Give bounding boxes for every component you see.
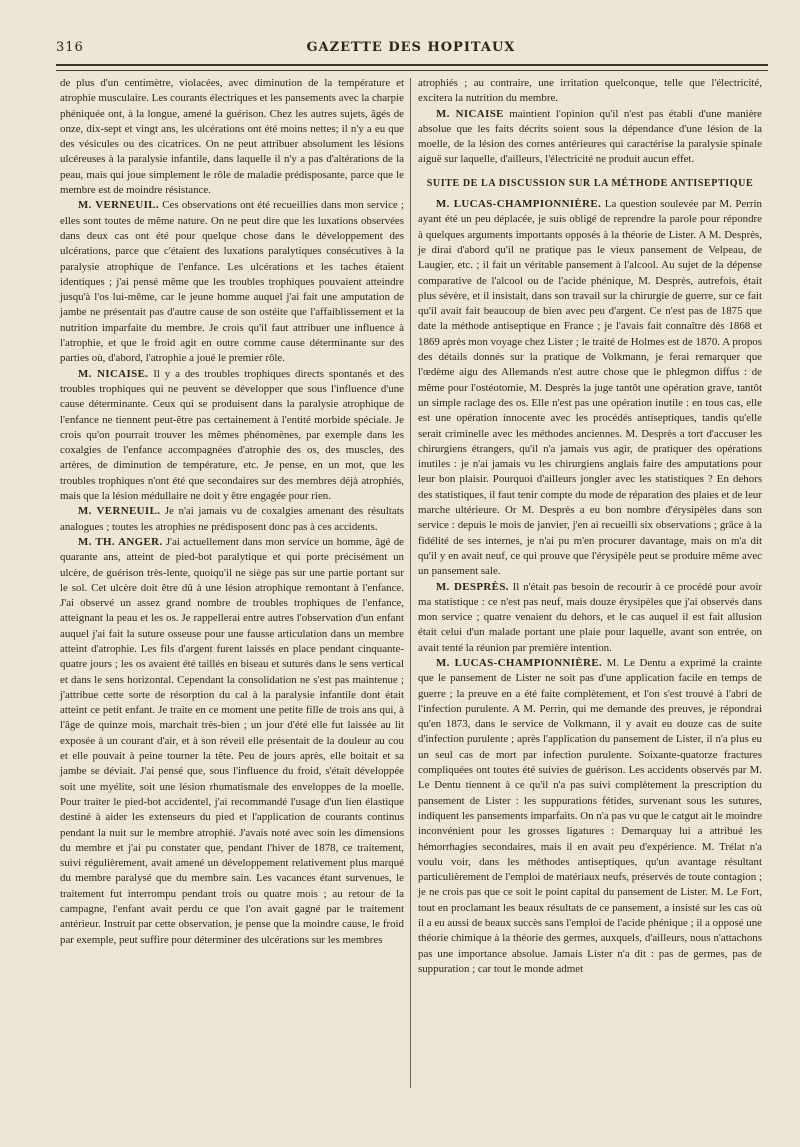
left-column bbox=[60, 76, 404, 948]
column-divider bbox=[410, 78, 411, 1088]
paragraph-text: de plus d'un centimètre, violacées, avec diminution de la température et atrophie musculaire. Les courants électriques et les pansements avec la charpie phéniquée ont, à la longue, amené la guérison. Chez les autres sujets, âgés de onze, dix-sept et vingt ans, les ulcérations ont été moins nettes; il n'y a eu que des vésicules ou des cicatrices. On ne peut attribuer absolument les lésions ulcéreuses à la paralysie infantile, dans laquelle il n'y a pas d'altérations de la peau, mais qui joue simplement le rôle de maladie prédisposante, parce que le membre est de moindre résistance. bbox=[60, 77, 404, 197]
paragraph-text: maintient l'opinion qu'il n'est pas établi d'une manière absolue que les faits décrits soient sous la dépendance d'une lésion de la moelle, de la lésion des cornes antérieures qui caractérise la paralysie spinale aiguë sur laquelle, d'ailleurs, l'électricité ne produit aucun effet. bbox=[418, 107, 762, 166]
paragraph bbox=[418, 197, 762, 579]
right-column bbox=[418, 76, 762, 977]
section-heading: SUITE DE LA DISCUSSION SUR LA MÉTHODE ANTISEPTIQUE bbox=[426, 177, 754, 189]
paragraph-text: Il n'était pas besoin de recourir à ce procédé pour avoir ma statistique : ce n'est pas neuf, mais douze érysipèles que j'ai observés dans mon service ; quatre venaient du dehors, et le cas auquel il est fait allusion était celui d'un malade portant une plaie pour laquelle, avant son entrée, on avait tenté la réunion par première intention. bbox=[418, 580, 763, 654]
right-column-top bbox=[418, 76, 762, 168]
right-column-bottom bbox=[418, 197, 762, 977]
speaker-name: M. LUCAS-CHAMPIONNIÈRE. bbox=[436, 198, 602, 211]
paragraph bbox=[418, 107, 762, 168]
paragraph bbox=[418, 76, 762, 107]
journal-title: GAZETTE DES HOPITAUX bbox=[306, 40, 516, 55]
paragraph-text: M. Le Dentu a exprimé la crainte que le pansement de Lister ne soit pas d'une application facile en temps de guerre ; la preuve en a été faite complètement, et l'on s'est trouvé à l'abri de l'infection purulente. A M. Perrin, qui me demande des preuves, je répondrai qu'en 1873, dans le service de Volkmann, il y avait eu douze cas de suite d'infection purulente ; après l'application du pansement de Lister, il n'a plus eu un seul cas de mort par infection purulente. Soixante-quatorze fractures compliquées ont toutes été suivies de guérison. Les accidents observés par M. Le Dentu tiennent à ce qu'il n'a pas suivi complètement la prescription du pansement de Lister : les suppurations fétides, survenant sous les sutures, indiquent les pansements imparfaits. On n'a pas vu que le catgut ait le moindre inconvénient pour les grosses ligatures : Demarquay lui a attribué les hémorrhagies secondaires, mais il en avait peu d'expérience. M. Trélat n'a voulu voir, dans les méthodes antiseptiques, qu'un avantage résultant particulièrement de l'emploi de matériaux neufs, préservés de toute contagion ; je ne crois pas que ce soit le point capital du pansement de Lister. M. Le Fort, tout en proclamant les beaux résultats de ce pansement, a insisté sur les cas où il a eu aussi de beaux succès sans l'emploi de l'acide phénique ; il a opposé une théorie chimique à la théorie des germes, auxquels, d'ailleurs, nous n'attachons pas une importance absolue. Jamais Lister n'a dit : pas de germes, pas de suppuration ; car tout le monde admet bbox=[418, 656, 762, 975]
speaker-name: M. TH. ANGER. bbox=[78, 535, 163, 548]
header-rule bbox=[56, 64, 768, 71]
paragraph-text: Je n'ai jamais vu de coxalgies amenant des résultats analogues ; toutes les atrophies ne prédisposent donc pas à ces accidents. bbox=[60, 505, 404, 533]
paragraph-text: J'ai actuellement dans mon service un homme, âgé de quarante ans, atteint de pied-bot paralytique et qui porte précisément un ulcère, de guérison très-lente, quoiqu'il ne siège pas sur une partie portant sur le sol. Cet ulcère doit être dû à une lésion atrophique remontant à l'enfance. J'ai observé un assez grand nombre de troubles trophiques de l'enfance, atteignant la peau et les os. Je rappellerai entre autres l'observation d'un enfant auquel j'ai fait la suture osseuse pour une fausse articulation dans un membre atteint d'atrophie. Les fils d'argent furent laissés en place pendant cinquante-quatre jours ; les os avaient été taillés en biseau et suturés dans le sens vertical et dans le sens horizontal. Cependant la consolidation ne s'est pas maintenue ; j'attribue cette sorte de résorption du cal à la paralysie infantile dont était atteint ce petit enfant. Je traite en ce moment une petite fille de trois ans qui, à l'âge de quinze mois, marchait très-bien ; un jour d'été elle fut laissée au lit exposée à un courant d'air, et à son réveil elle présentait de la douleur au cou et elle pouvait à peine tourner la tête. Peu de jours après, elle boitait et sa jambe se déviait. J'ai pensé que, sous l'influence du froid, s'était développée soit une myélite, soit une lésion rhumatismale des enveloppes de la moelle. Pour traiter le pied-bot accidentel, j'ai recommandé l'usage d'un lien élastique destiné à aider les extenseurs du pied et l'application de courants continus pendant la nuit sur le membre atrophié. J'avais noté avec soin les dimensions du membre et j'ai pu constater que, pendant l'hiver de 1878, ce traitement, suivi régulièrement, avait amené un développement relativement plus marqué du membre paralysé que du membre sain. Les vacances étant survenues, le traitement fut interrompu pendant trois ou quatre mois ; au retour de la campagne, l'enfant avait perdu ce que l'on avait gagné par le traitement antérieur. Instruit par cette observation, je pense que la moindre cause, le froid par exemple, peut suffire pour déterminer des ulcérations sur les membres bbox=[60, 535, 404, 946]
speaker-name: M. NICAISE bbox=[436, 107, 504, 120]
paragraph bbox=[60, 76, 404, 198]
speaker-name: M. LUCAS-CHAMPIONNIÈRE. bbox=[436, 656, 603, 669]
speaker-name: M. VERNEUIL. bbox=[78, 199, 160, 212]
paragraph bbox=[418, 580, 762, 656]
page-number: 316 bbox=[56, 40, 84, 55]
paragraph-text: atrophiés ; au contraire, une irritation quelconque, telle que l'électricité, excitera la nutrition du membre. bbox=[418, 77, 762, 105]
paragraph bbox=[60, 367, 404, 505]
paragraph-text: Ces observations ont été recueillies dans mon service ; elles sont toutes de même nature. On ne peut dire que les luxations observées dans deux cas ont été pour quelque chose dans le développement des ulcérations, parce que c'étaient des luxations paralytiques consécutives à la paralysie atrophique de l'enfance. Les ulcérations et les taches étaient identiques ; j'ai pensé même que les troubles trophiques pouvaient atteindre jusqu'à l'os lui-même, car le jeune homme auquel j'ai fait une amputation de jambe ne présentait pas d'autre cause de son ostéite que l'affaiblissement et la nutrition imparfaite du membre. Je crois qu'il faut attribuer une influence à l'atrophie, et que le froid agit en outre comme cause déterminante sur des parties où, d'abord, l'atrophie a joué le premier rôle. bbox=[60, 199, 404, 365]
speaker-name: M. VERNEUIL. bbox=[78, 505, 161, 518]
paragraph bbox=[60, 535, 404, 948]
paragraph-text: La question soulevée par M. Perrin ayant été un peu déplacée, je suis obligé de reprendre la parole pour répondre à quelques arguments importants opposés à la théorie de Lister. A M. Desprès, je dirai d'abord qu'il ne pratique pas le vieux pansement de Velpeau, de Laugier, etc. ; il fait un véritable pansement à l'alcool. Au sujet de la dépense comparative de l'alcool ou de l'acide phénique, M. Desprès, autrefois, était plus sévère, et il insistait, dans son travail sur la chirurgie de guerre, sur ce fait qu'il avait fait beaucoup de bien avec peu d'argent. Ce n'est pas de 1875 que date la méthode antiseptique en France ; je l'avais fait connaître dès 1868 et 1869 après mon voyage chez Lister ; le traité de Holmes est de 1870. A propos des détails donnés sur la pratique de Volkmann, je ferai remarquer que l'œdème aigu des Allemands n'est autre chose que le phlegmon diffus : de même pour l'ostéotomie, M. Desprès la juge tantôt une opération grave, tantôt un simple raclage des os. Elle n'est pas une opération inutile : en tous cas, elle est une opération innocente avec les procédés antiseptiques, tandis qu'elle serait criminelle avec les méthodes anciennes. M. Desprès a tort d'accuser les chirurgiens étrangers, qu'il n'a jamais vus agir, de pratiquer des opérations inutiles : je n'ai jamais vu les chirurgiens anglais faire des amputations pour leur bon plaisir. Pourquoi d'ailleurs jongler avec les statistiques ? En dehors des statistiques, il faut tenir compte du mode de réparation des plaies et de leur marche ultérieure. Or M. Desprès a eu bon nombre d'érysipèles dans son service : depuis le mois de janvier, j'en ai recueilli six observations ; grâce à la fidélité de ses internes, je n'ai pu m'en procurer davantage, mais on m'a dit qu'il y en avait neuf, ce qui prouve que l'érysipèle peut se produire même avec un pansement sale. bbox=[418, 198, 762, 578]
paragraph bbox=[60, 198, 404, 366]
speaker-name: M. DESPRÈS. bbox=[436, 580, 509, 593]
paragraph bbox=[418, 656, 762, 977]
paragraph bbox=[60, 504, 404, 535]
paragraph-text: Il y a des troubles trophiques directs spontanés et des troubles trophiques qui ne peuvent se développer que sous l'influence d'une cause déterminante. Ceux qui se produisent dans la paralysie atrophique de l'enfance ne tiennent peut-être pas certainement à l'entité morbide spéciale. Je crois qu'on pourrait trouver les mêmes phénomènes, par exemple dans les coxalgies de l'enfance accompagnées d'atrophie des os, des muscles, des artères, de diminution de température, etc. Je pense, en un mot, que les troubles trophiques n'ont été que secondaires sur des membres déjà atrophiés, mais que la lésion médullaire ne doit y être engagée pour rien. bbox=[60, 367, 404, 503]
speaker-name: M. NICAISE. bbox=[78, 367, 149, 380]
page-header bbox=[56, 40, 768, 62]
